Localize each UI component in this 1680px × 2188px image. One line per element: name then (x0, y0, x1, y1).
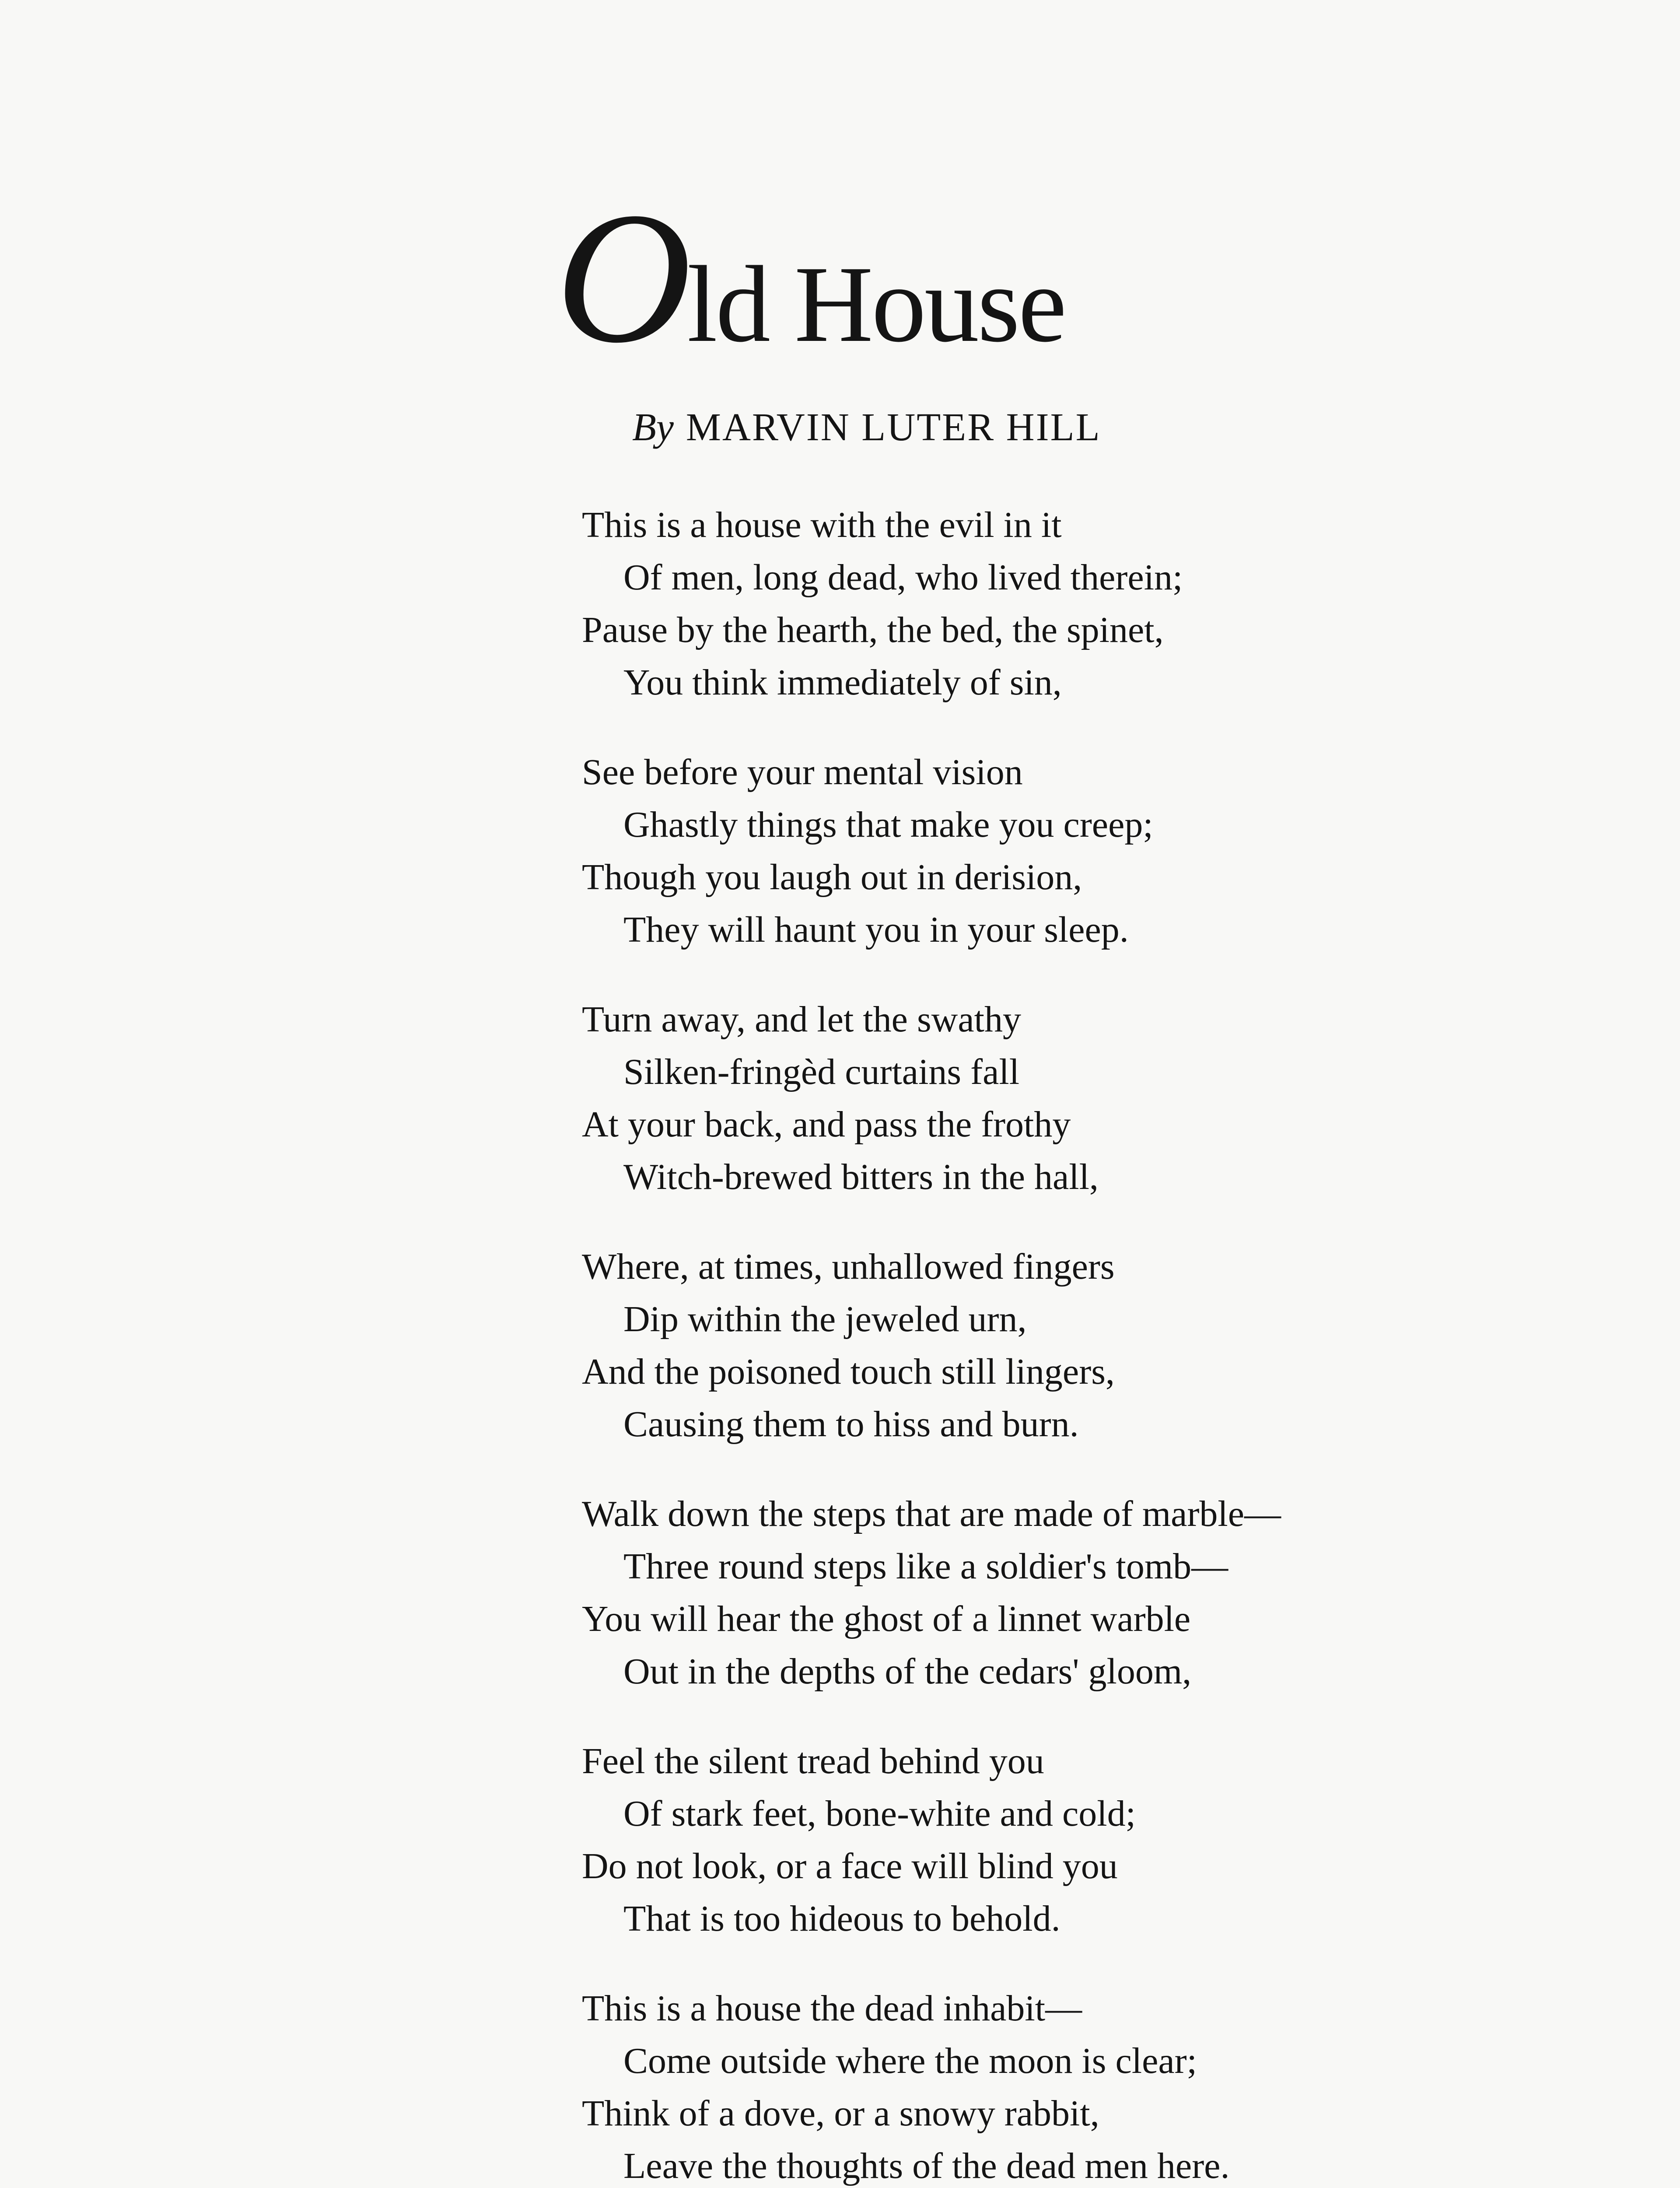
poem-line: Leave the thoughts of the dead men here. (623, 2146, 1230, 2186)
poem-line: That is too hideous to behold. (623, 1898, 1060, 1939)
stanza-5 (582, 1488, 1457, 1698)
stanza-6 (582, 1735, 1457, 1945)
poem-line: Of men, long dead, who lived therein; (623, 557, 1183, 598)
poem-line: See before your mental vision (582, 752, 1023, 792)
poem-line: Witch-brewed bitters in the hall, (623, 1157, 1099, 1197)
poem-line: Three round steps like a soldier's tomb— (623, 1546, 1228, 1587)
poem-line: Though you laugh out in derision, (582, 857, 1082, 898)
title-rest: ld House (687, 244, 1065, 365)
poem-line: You will hear the ghost of a linnet warble (582, 1599, 1191, 1639)
poem-line: Feel the silent tread behind you (582, 1741, 1044, 1781)
stanza-2 (582, 746, 1457, 956)
poem-title (556, 174, 1065, 382)
poem-line: Turn away, and let the swathy (582, 999, 1021, 1040)
poem-body (582, 499, 1457, 2188)
stanza-1 (582, 499, 1457, 709)
poem-line: Causing them to hiss and burn. (623, 1404, 1079, 1445)
stanza-7 (582, 1982, 1457, 2188)
stanza-4 (582, 1241, 1457, 1451)
poem-line: Think of a dove, or a snowy rabbit, (582, 2093, 1099, 2134)
poem-line: Ghastly things that make you creep; (623, 804, 1153, 845)
poem-line: Silken-fringèd curtains fall (623, 1052, 1020, 1092)
byline-prefix: By (632, 406, 674, 449)
poem-line: Come outside where the moon is clear; (623, 2041, 1197, 2081)
poem-line: Walk down the steps that are made of marble— (582, 1494, 1281, 1534)
title-initial: O (556, 174, 687, 382)
poem-line: This is a house with the evil in it (582, 505, 1062, 545)
poem-line: Where, at times, unhallowed fingers (582, 1246, 1115, 1287)
poem-line: Pause by the hearth, the bed, the spinet, (582, 610, 1164, 650)
stanza-3 (582, 993, 1457, 1203)
poem-line: This is a house the dead inhabit— (582, 1988, 1082, 2029)
poem-line: At your back, and pass the frothy (582, 1104, 1071, 1145)
poem-line: And the poisoned touch still lingers, (582, 1351, 1115, 1392)
poem-line: Do not look, or a face will blind you (582, 1846, 1118, 1886)
poem-line: Of stark feet, bone-white and cold; (623, 1793, 1136, 1834)
author-name: MARVIN LUTER HILL (686, 406, 1101, 449)
poem-line: Out in the depths of the cedars' gloom, (623, 1651, 1192, 1692)
poem-line: They will haunt you in your sleep. (623, 909, 1129, 950)
poem-line: Dip within the jeweled urn, (623, 1299, 1027, 1339)
poem-line: You think immediately of sin, (623, 662, 1062, 703)
byline (632, 405, 1101, 450)
